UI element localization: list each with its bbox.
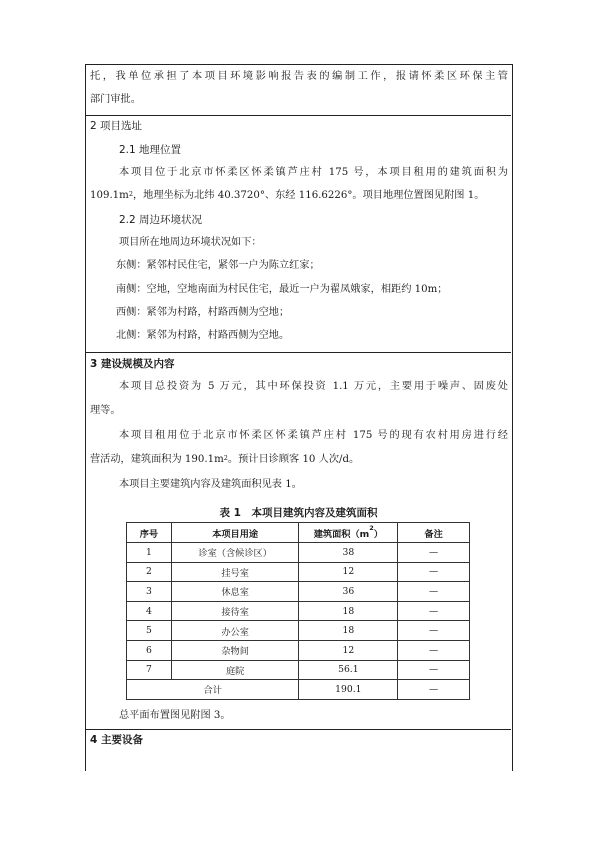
cell-no: 7 (127, 660, 172, 680)
cell-note: — (398, 660, 470, 680)
paragraph-line: 托，我单位承担了本项目环境影响报告表的编制工作，报请怀柔区环保主管 (90, 71, 508, 82)
cell-area: 18 (299, 621, 398, 641)
cell-use: 休息室 (171, 582, 299, 602)
table-row (127, 562, 470, 582)
paragraph-line: 本项目位于北京市怀柔区怀柔镇芦庄村 175 号，本项目租用的建筑面积为 (119, 167, 508, 178)
cell-no: 3 (127, 582, 172, 602)
subsection-heading-2-1: 2.1 地理位置 (119, 144, 182, 156)
cell-area: 38 (299, 543, 398, 563)
table-row (127, 543, 470, 563)
cell-area: 56.1 (299, 660, 398, 680)
subsection-heading-2-2: 2.2 周边环境状况 (119, 214, 203, 226)
section-divider (86, 352, 511, 353)
cell-area: 18 (299, 601, 398, 621)
table-total-row (127, 680, 470, 700)
paragraph-line: 总平面布置图见附图 3。 (119, 710, 231, 721)
paragraph-line: 理等。 (90, 405, 121, 416)
total-area: 190.1 (299, 680, 398, 700)
cell-area: 12 (299, 562, 398, 582)
surrounding-west: 西侧：紧邻为村路，村路西侧为空地； (116, 307, 290, 318)
paragraph-line: 部门审批。 (90, 94, 141, 105)
paragraph-line: 本项目总投资为 5 万元，其中环保投资 1.1 万元，主要用于噪声、固废处 (119, 381, 508, 392)
paragraph-line: 项目所在地周边环境状况如下： (119, 237, 262, 248)
table-row (127, 621, 470, 641)
cell-use: 诊室（含候诊区） (171, 543, 299, 563)
header-area: 建筑面积$(m^2)$ (299, 523, 398, 543)
cell-use: 接待室 (171, 601, 299, 621)
cell-area: 36 (299, 582, 398, 602)
table-row (127, 582, 470, 602)
cell-note: — (398, 621, 470, 641)
surrounding-south: 南侧：空地，空地南面为村民住宅，最近一户为翟凤娥家，相距约 10m； (116, 284, 448, 295)
header-note: 备注 (398, 523, 470, 543)
header-use: 本项目用途 (171, 523, 299, 543)
table-row (127, 601, 470, 621)
paragraph-line: 本项目租用位于北京市怀柔区怀柔镇芦庄村 175 号的现有农村用房进行经 (119, 430, 508, 441)
table-caption: 表 1 本项目建筑内容及建筑面积 (219, 507, 378, 519)
paragraph-line: 营活动，建筑面积为 $190.1m^2$。预计日诊顾客 10 人次/d。 (90, 454, 360, 465)
cell-area: 12 (299, 640, 398, 660)
total-label: 合计 (127, 680, 299, 700)
surrounding-east: 东侧：紧邻村民住宅，紧邻一户为陈立红家； (116, 260, 320, 271)
cell-note: — (398, 543, 470, 563)
cell-no: 2 (127, 562, 172, 582)
section-divider (86, 115, 511, 116)
surrounding-north: 北侧：紧邻为村路，村路西侧为空地。 (116, 330, 290, 341)
header-no: 序号 (127, 523, 172, 543)
cell-use: 办公室 (171, 621, 299, 641)
cell-no: 1 (127, 543, 172, 563)
paragraph-line: $109.1m^2$，地理坐标为北纬 40.3720°、东经 116.6226°。项目地理位置图见附图 1。 (90, 190, 485, 201)
cell-no: 5 (127, 621, 172, 641)
cell-use: 挂号室 (171, 562, 299, 582)
cell-no: 6 (127, 640, 172, 660)
section-divider (86, 729, 511, 730)
cell-note: — (398, 562, 470, 582)
cell-note: — (398, 582, 470, 602)
section-heading-4: 4 主要设备 (90, 734, 143, 746)
table-header-row (127, 523, 470, 543)
cell-note: — (398, 640, 470, 660)
building-area-table (126, 522, 470, 700)
section-heading-3: 3 建设规模及内容 (90, 358, 175, 370)
table-row (127, 640, 470, 660)
paragraph-line: 本项目主要建筑内容及建筑面积见表 1。 (119, 479, 302, 490)
total-note: — (398, 680, 470, 700)
cell-note: — (398, 601, 470, 621)
cell-use: 庭院 (171, 660, 299, 680)
table-row (127, 660, 470, 680)
cell-use: 杂物间 (171, 640, 299, 660)
section-heading-2: 2 项目选址 (90, 120, 143, 132)
cell-no: 4 (127, 601, 172, 621)
